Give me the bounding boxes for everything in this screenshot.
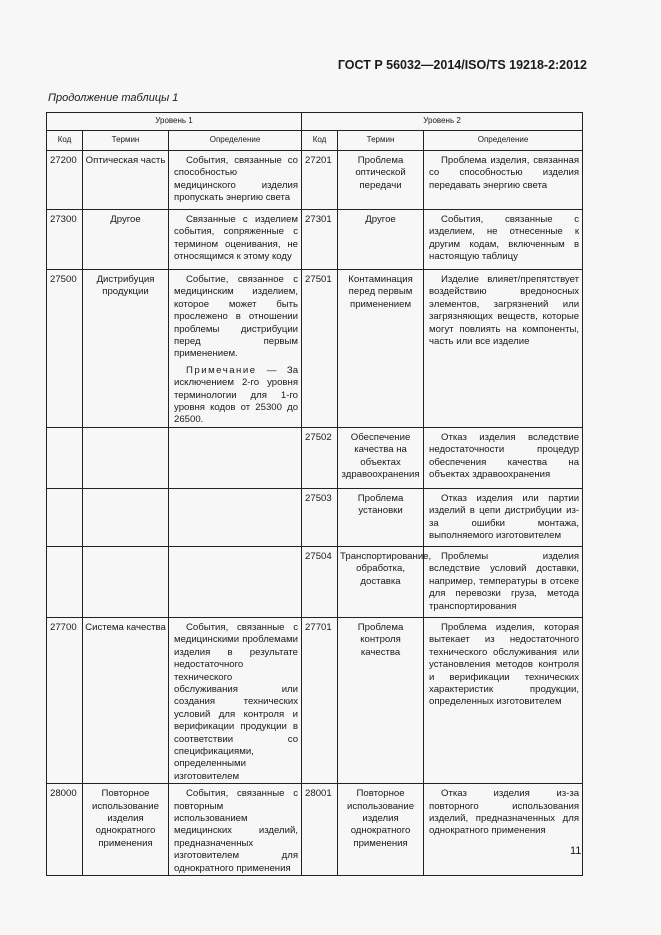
page-number: 11 — [570, 845, 582, 857]
l2-def-text: Отказ изделия или партии изделий в цепи дистрибуции из-за ошибки монтажа, выполняемого изготовителем — [429, 492, 580, 542]
table-row — [47, 427, 583, 488]
l2-definition — [424, 784, 583, 876]
table-row — [47, 270, 583, 428]
l2-code: 27503 — [302, 488, 338, 546]
l1-definition — [169, 210, 302, 270]
level2-header: Уровень 2 — [302, 113, 583, 131]
l1-def-text: Событие, связанное с медицинским изделием, которое может быть прослежено в отношении проблемы дистрибуции перед первым применением. — [174, 274, 299, 360]
l2-def-text: Проблема изделия, связанная со способностью изделия передавать энергию света — [429, 155, 580, 191]
l2-def-text: Проблемы изделия вследствие условий доставки, например, температуры в отсеке для перевозки груза, метода транспортирования — [429, 550, 580, 612]
terminology-table — [46, 112, 583, 876]
l2-code: 28001 — [302, 784, 338, 876]
l2-def-text: Отказ изделия из-за повторного использования изделий, предназначенных для однократного применения — [429, 788, 580, 837]
l2-term: Проблема оптической передачи — [338, 151, 424, 210]
l2-code: 27501 — [302, 270, 338, 428]
l1-term: Другое — [83, 210, 169, 270]
l1-term-empty — [83, 488, 169, 546]
l1-code-empty — [47, 546, 83, 617]
l1-code: 27300 — [47, 210, 83, 270]
table-caption: Продолжение таблицы 1 — [48, 92, 179, 104]
l2-term: Транспортирование, обработка, доставка — [338, 546, 424, 617]
l2-term: Обеспечение качества на объектах здравоохранения — [338, 427, 424, 488]
l2-term: Другое — [338, 210, 424, 270]
l1-code: 27500 — [47, 270, 83, 428]
l1-term: Система качества — [83, 617, 169, 783]
l2-term: Повторное использование изделия однократного применения — [338, 784, 424, 876]
l2-term: Контаминация перед первым применением — [338, 270, 424, 428]
col2-code-header: Код — [302, 131, 338, 151]
l2-code: 27701 — [302, 617, 338, 783]
l2-code: 27201 — [302, 151, 338, 210]
l2-definition — [424, 617, 583, 783]
l1-definition — [169, 151, 302, 210]
l1-definition-empty — [169, 546, 302, 617]
l2-def-text: Изделие влияет/препятствует воздействию вредоносных элементов, загрязнений или загрязняющих веществ, которые могут повлиять на компоненты, часть или все изделие — [429, 274, 580, 348]
l2-definition — [424, 427, 583, 488]
l2-code: 27502 — [302, 427, 338, 488]
l1-code: 27200 — [47, 151, 83, 210]
l2-definition — [424, 546, 583, 617]
table-row — [47, 546, 583, 617]
note-label: Примечание — [186, 364, 257, 376]
col-def-header: Определение — [169, 131, 302, 151]
l2-code: 27504 — [302, 546, 338, 617]
l1-definition-empty — [169, 427, 302, 488]
col2-term-header: Термин — [338, 131, 424, 151]
l2-term: Проблема контроля качества — [338, 617, 424, 783]
l1-definition-empty — [169, 488, 302, 546]
l1-definition — [169, 617, 302, 783]
note-text: — За исключением 2-го уровня терминологии для 1-го уровня кодов от 25300 до 26500. — [174, 364, 299, 426]
table-row — [47, 784, 583, 876]
l2-definition — [424, 488, 583, 546]
l2-code: 27301 — [302, 210, 338, 270]
table-row — [47, 151, 583, 210]
level1-header: Уровень 1 — [47, 113, 302, 131]
l1-term: Дистрибуция продукции — [83, 270, 169, 428]
table-row — [47, 210, 583, 270]
l2-def-text: Проблема изделия, которая вытекает из недостаточного технического обслуживания или установления методов контроля и верификации технических характеристик продукции, определенных изготовителем — [429, 621, 580, 708]
table-row — [47, 488, 583, 546]
col-code-header: Код — [47, 131, 83, 151]
l1-term-empty — [83, 546, 169, 617]
document-header: ГОСТ Р 56032—2014/ISO/TS 19218-2:2012 — [337, 58, 587, 72]
l1-def-text: События, связанные с повторным использованием медицинских изделий, предназначенных изготовителем для однократного применения — [174, 788, 299, 874]
col2-def-header: Определение — [424, 131, 583, 151]
l1-term: Оптическая часть — [83, 151, 169, 210]
l1-code-empty — [47, 427, 83, 488]
l1-def-text: Связанные с изделием события, сопряженные с термином оценивания, не относящимся к этому коду — [174, 214, 299, 263]
l2-def-text: Отказ изделия вследствие недостаточности процедур обеспечения качества на объектах здравоохранения — [429, 431, 580, 481]
l2-definition — [424, 210, 583, 270]
col-term-header: Термин — [83, 131, 169, 151]
l1-code: 28000 — [47, 784, 83, 876]
table-row — [47, 617, 583, 783]
l2-term: Проблема установки — [338, 488, 424, 546]
l2-def-text: События, связанные с изделием, не отнесенные к другим кодам, включенным в настоящую таблицу — [429, 214, 580, 263]
l1-term-empty — [83, 427, 169, 488]
l1-definition — [169, 270, 302, 428]
l1-definition — [169, 784, 302, 876]
l2-definition — [424, 151, 583, 210]
l1-def-text: События, связанные с медицинскими проблемами изделия в результате недостаточного технического обслуживания или создания технических условий для контроля и верификации продукции в соответствии со спецификациями, определенными изготовителем — [174, 621, 299, 782]
l1-def-text: События, связанные со способностью медицинского изделия пропускать энергию света — [174, 155, 299, 204]
l1-def-note — [174, 365, 298, 427]
l1-term: Повторное использование изделия однократного применения — [83, 784, 169, 876]
l1-code-empty — [47, 488, 83, 546]
l2-definition — [424, 270, 583, 428]
l1-code: 27700 — [47, 617, 83, 783]
